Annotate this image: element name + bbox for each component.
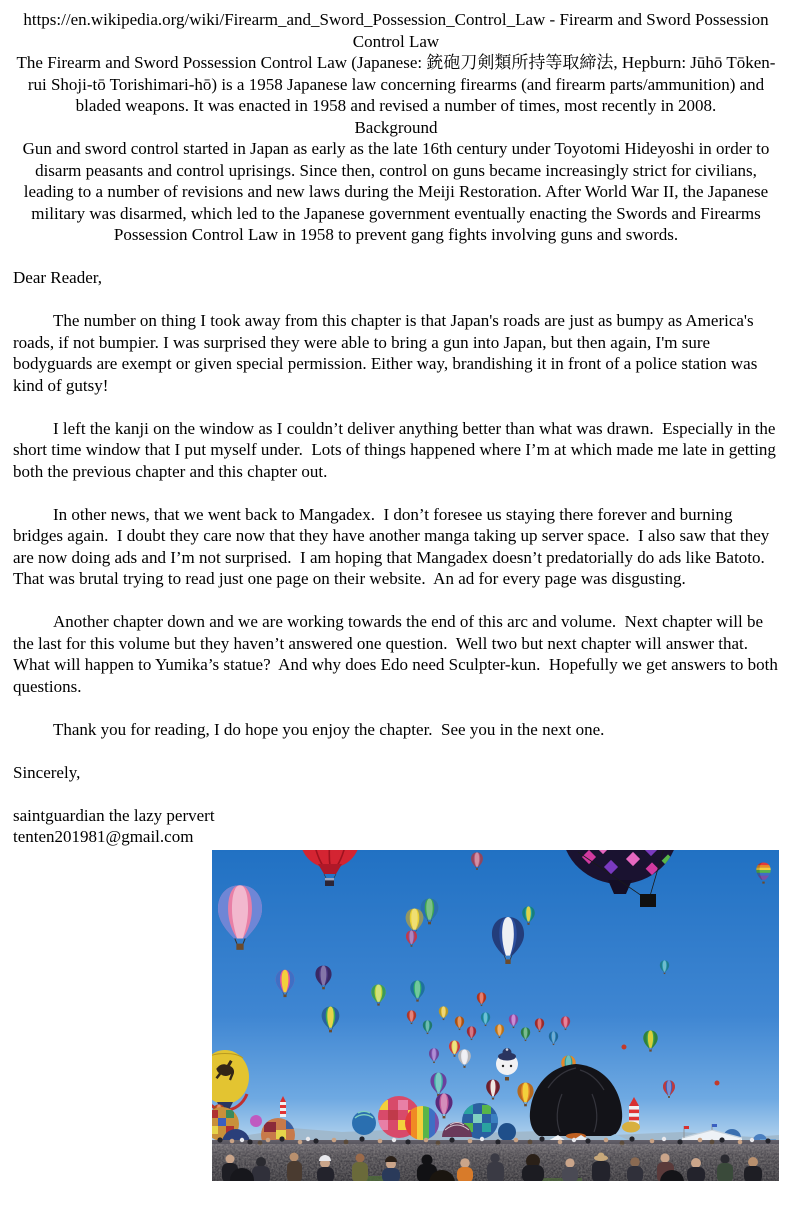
salutation: Dear Reader,	[13, 268, 102, 287]
background-heading: Background	[354, 117, 438, 137]
crowd	[212, 1136, 779, 1181]
page-title: https://en.wikipedia.org/wiki/Firearm_and_Sword_Possession_Control_Law - Firearm and Sword Possession Control Law	[23, 10, 769, 51]
tiny-balloon	[622, 1044, 627, 1049]
closing: Sincerely,	[13, 762, 81, 782]
excerpt-intro: The Firearm and Sword Possession Control Law (Japanese: 銃砲刀剣類所持等取締法, Hepburn: Jūhō Tōken-rui Shoji-tō Torishimari-hō) is a 1958 Japanese law concerning firearms (and firearm parts/ammunition) and bladed weapons. It was enacted in 1958 and revised a number of times, most recently in 2008.	[16, 53, 776, 115]
signature-name: saintguardian the lazy pervert	[13, 805, 215, 825]
letter-paragraph: I left the kanji on the window as I couldn’t deliver anything better than what was drawn. Especially in the short time window that I put myself under. Lots of things happened where I’m at which made me late in getting both the previous chapter and this chapter out.	[13, 418, 781, 481]
letter-paragraph: Another chapter down and we are working towards the end of this arc and volume. Next chapter will be the last for this volume but they haven’t answered one question. Well two but next chapter will answer that. What will happen to Yumika’s statue? And why does Edo need Sculpter-kun. Hopefully we get answers to both questions.	[13, 612, 783, 696]
letter-paragraph: The number on thing I took away from this chapter is that Japan's roads are just as bumpy as America's roads, if not bumpier. I was surprised they were able to bring a gun into Japan, but then again, I'm sure bodyguards are exempt or given special permission. Either way, brandishing it in front of a police station was kind of gutsy!	[13, 311, 762, 395]
balloon-festival-photo-svg	[212, 850, 779, 1181]
signature-email: tenten201981@gmail.com	[13, 827, 194, 846]
author-letter	[13, 267, 783, 848]
letter-paragraph: In other news, that we went back to Mangadex. I don’t foresee us staying there forever and burning bridges again. I doubt they care now that they have another manga taking up server space. I also saw that they are now doing ads and I’m not surprised. I am hoping that Mangadex doesn’t predatorially do ads like Batoto. That was brutal trying to read just one page on their website. An ad for every page was disgusting.	[13, 504, 774, 588]
letter-paragraph: Thank you for reading, I do hope you enjoy the chapter. See you in the next one.	[53, 719, 605, 739]
balloon-festival-photo	[212, 850, 779, 1181]
tiny-balloon	[715, 1080, 720, 1085]
wikipedia-excerpt	[13, 9, 779, 246]
background-body: Gun and sword control started in Japan as early as the late 16th century under Toyotomi Hideyoshi in order to disarm peasants and control uprisings. Since then, control on guns became increasingly strict for civilians, leading to a number of revisions and new laws during the Meiji Restoration. After World War II, the Japanese military was disarmed, which led to the Japanese government eventually enacting the Swords and Firearms Possession Control Law in 1958 to prevent gang fights involving guns and swords.	[22, 139, 770, 244]
